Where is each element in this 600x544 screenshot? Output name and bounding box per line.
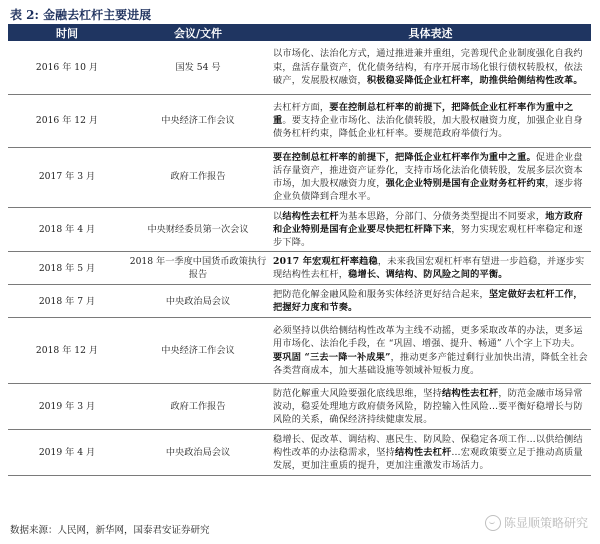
row-meeting: 中央经济工作会议	[126, 94, 270, 147]
row-statement	[270, 384, 591, 430]
statement-emphasis: 2017 年宏观杠杆率趋稳	[273, 255, 378, 267]
statement-text: 去杠杆方面，	[273, 101, 330, 113]
row-statement	[270, 430, 591, 476]
row-meeting: 中央经济工作会议	[126, 318, 270, 384]
statement-text: 以	[273, 210, 283, 222]
statement-text: 。要支持企业市场化、法治化债转股，加大股权融资力度，加强企业自身债务杠杆约束，降低企业杠杆率。要规范政府举债行为。	[273, 114, 583, 140]
statement-text: ，努力实现宏观杠杆率稳定和逐步下降。	[273, 223, 583, 248]
statement-emphasis: 坚定做好去杠杆工作，把握好力度和节奏。	[273, 288, 583, 314]
row-date: 2016 年 12 月	[8, 94, 126, 147]
wechat-icon	[485, 515, 501, 531]
table-row	[8, 285, 591, 318]
statement-text: 把防范化解金融风险和服务实体经济更好结合起来，	[273, 288, 489, 300]
table-row	[8, 41, 591, 94]
header-meeting: 会议/文件	[126, 24, 270, 41]
statement-text: ，推动更多产能过剩行业加快出清，降低全社会各类营商成本，加大基础设施等领域补短板力度。	[273, 351, 588, 376]
row-date: 2018 年 12 月	[8, 318, 126, 384]
statement-emphasis: 要在控制总杠杆率的前提下，把降低企业杠杆率作为重中之重。	[273, 151, 536, 163]
row-meeting: 政府工作报告	[126, 384, 270, 430]
table-row	[8, 94, 591, 147]
statement-text: 促进企业盘活存量资产，推进资产证券化，支持市场化法治化债转股，发展多层次资本市场，加大股权融资力度，	[273, 151, 583, 189]
table-row	[8, 147, 591, 207]
row-date: 2018 年 5 月	[8, 252, 126, 285]
table-header-row	[8, 24, 591, 41]
statement-emphasis: 要巩固 “三去一降一补成果”	[273, 351, 391, 363]
row-date: 2016 年 10 月	[8, 41, 126, 94]
row-statement	[270, 94, 591, 147]
row-statement	[270, 41, 591, 94]
statement-emphasis: 结构性去杠杆	[441, 387, 499, 399]
statement-text: 必须坚持以供给侧结构性改革为主线不动摇，更多采取改革的办法，更多运用市场化、法治化手段，在 “巩固、增强、提升、畅通” 八个字上下功夫。	[273, 325, 583, 350]
progress-table	[8, 24, 591, 476]
header-time: 时间	[8, 24, 126, 41]
statement-emphasis: 结构性去杠杆	[395, 447, 452, 458]
row-date: 2018 年 4 月	[8, 207, 126, 252]
statement-text: 稳增长、促改革、调结构、惠民生、防风险、保稳定各项工作…以供给侧结构性改革的办法稳需求，坚持	[273, 433, 583, 458]
watermark	[485, 514, 588, 531]
statement-emphasis: 强化企业特别是国有企业财务杠杆约束	[385, 178, 546, 189]
statement-text: ，逐步将企业负债降到合理水平。	[273, 178, 583, 203]
row-statement	[270, 252, 591, 285]
statement-emphasis: 结构性去杠杆	[282, 210, 339, 222]
row-statement	[270, 285, 591, 318]
table-row	[8, 252, 591, 285]
row-date: 2017 年 3 月	[8, 147, 126, 207]
row-statement	[270, 147, 591, 207]
statement-text: 为基本思路，分部门、分债务类型提出不同要求，	[338, 210, 546, 222]
data-source-note: 数据来源：人民网，新华网，国泰君安证券研究	[10, 525, 210, 536]
table-row	[8, 207, 591, 252]
table-title: 表 2: 金融去杠杆主要进展	[10, 8, 152, 22]
row-statement	[270, 207, 591, 252]
statement-text: …宏观政策要立足于推动高质量发展，更加注重质的提升，更加注重激发市场活力。	[273, 447, 583, 472]
row-date: 2019 年 4 月	[8, 430, 126, 476]
statement-emphasis: 要在控制总杠杆率的前提下，把降低企业杠杆率作为重中之重	[273, 101, 574, 126]
row-meeting: 中央政治局会议	[126, 430, 270, 476]
statement-emphasis: 稳增长、调结构、防风险之间的平衡。	[348, 269, 508, 281]
statement-emphasis: 地方政府和企业特别是国有企业要尽快把杠杆降下来	[273, 210, 583, 235]
header-statement: 具体表述	[270, 24, 591, 41]
table-row	[8, 384, 591, 430]
statement-text: ，防范金融市场异常波动，稳妥处理地方政府债务风险，防控输入性风险…要平衡好稳增长与防风险的关系，确保经济持续健康发展。	[273, 387, 583, 426]
row-statement	[270, 318, 591, 384]
row-meeting: 政府工作报告	[126, 147, 270, 207]
row-meeting: 2018 年一季度中国货币政策执行报告	[126, 252, 270, 285]
table-row	[8, 430, 591, 476]
row-date: 2019 年 3 月	[8, 384, 126, 430]
statement-emphasis: 积极稳妥降低企业杠杆率，助推供给侧结构性改革。	[366, 74, 583, 86]
statement-text: ，未来我国宏观杠杆率有望进一步趋稳，并逐步实现结构性去杠杆，	[273, 255, 585, 281]
row-meeting: 中央财经委员第一次会议	[126, 207, 270, 252]
watermark-text: 陈显顺策略研究	[503, 516, 588, 530]
statement-text: 防范化解重大风险要强化底线思维，坚持	[273, 387, 442, 399]
row-date: 2018 年 7 月	[8, 285, 126, 318]
row-meeting: 国发 54 号	[126, 41, 270, 94]
statement-text: 以市场化、法治化方式，通过推进兼并重组，完善现代企业制度强化自我约束，盘活存量资产，优化债务结构，有序开展市场化银行债权转股权，依法破产，发展股权融资，	[273, 48, 583, 86]
row-meeting: 中央政治局会议	[126, 285, 270, 318]
table-row	[8, 318, 591, 384]
